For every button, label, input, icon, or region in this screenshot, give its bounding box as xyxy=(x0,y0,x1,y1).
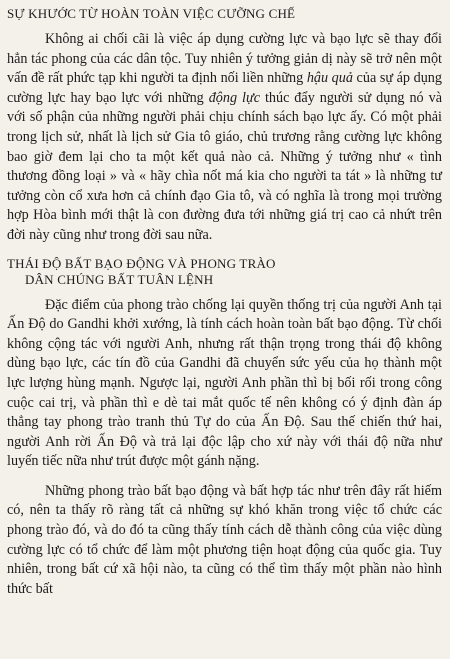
section1-emphasis-dong-luc: động lực xyxy=(208,89,260,106)
section2-paragraph-2: Những phong trào bất bạo động và bất hợp tác như trên đây rất hiếm có, nên ta thấy rõ ràng tất cả những sự khó khăn trong việc tổ chức các phong trào đó, và do đó ta cũng thấy tính cách dễ thành công của việc dùng cường lực có tổ chức để làm một phương tiện hoạt động của quốc gia. Tuy nhiên, trong bất cứ xã hội nào, ta cũng có thể tìm thấy một phần nào hình thức bất xyxy=(7,482,442,597)
section1-text-part: của sự áp dụng cường lực hay bạo lực với những xyxy=(7,70,442,106)
section2-heading-line2: DÂN CHÚNG BẤT TUÂN LỆNH xyxy=(25,271,214,287)
section1-text-part: thúc đẩy người sử dụng nó và với số phận của những người phải chịu chính sách bạo lực ấy. Có một phải trong lịch sử, nhất là lịch sử Gia tô giáo, chủ trương rằng cường lực không bao giờ đem lại cho ta một kết quả nào cả. Những ý tưởng như « tình thương đồng loại » và « hãy chìa nốt má kia cho người ta tát » là những tư tưởng còn cổ xưa hơn cả chính đạo Gia tô, và có nghĩa là trong mọi trường hợp Hòa bình mới thật là con đường đưa tới những giá trị cao cả nhứt trên đời này cũng như trong đời sau nữa. xyxy=(7,89,442,243)
section2-paragraph-1: Đặc điểm của phong trào chống lại quyền thống trị của người Anh tại Ấn Độ do Gandhi khởi xướng, là tính cách hoàn toàn bất bạo động. Từ chối không cộng tác với người Anh, nhưng rất thận trọng trong thái độ không dùng bạo lực, các tín đồ của Gandhi đã chuyển sức yếu của họ thành một lực lượng hùng mạnh. Ngược lại, người Anh phần thì bị bối rối trong công cuộc cai trị, và phần thì e dè tai mắt quốc tế nên không có ý định đàn áp thẳng tay phong trào tranh thủ Tự do của Ấn Độ. Sau thế chiến thứ hai, người Anh rời Ấn Độ và trả lại độc lập cho xứ này với thái độ nữa như luyến tiếc nữa như trút được một gánh nặng. xyxy=(7,296,442,470)
section1-text-part: Không ai chối cãi là việc áp dụng cường lực và bạo lực sẽ thay đổi hẳn tác phong của các dân tộc. Tuy nhiên ý tưởng giản dị này sẽ trở nên một vấn đề rất phức tạp khi người ta định nối liền những xyxy=(7,31,442,87)
section2-heading-line1: THÁI ĐỘ BẤT BẠO ĐỘNG VÀ PHONG TRÀO xyxy=(7,255,276,271)
section1-emphasis-hau-qua: hậu quả xyxy=(306,70,353,87)
section1-heading: SỰ KHƯỚC TỪ HOÀN TOÀN VIỆC CƯỠNG CHẾ xyxy=(7,6,296,21)
section1-paragraph xyxy=(7,30,442,246)
